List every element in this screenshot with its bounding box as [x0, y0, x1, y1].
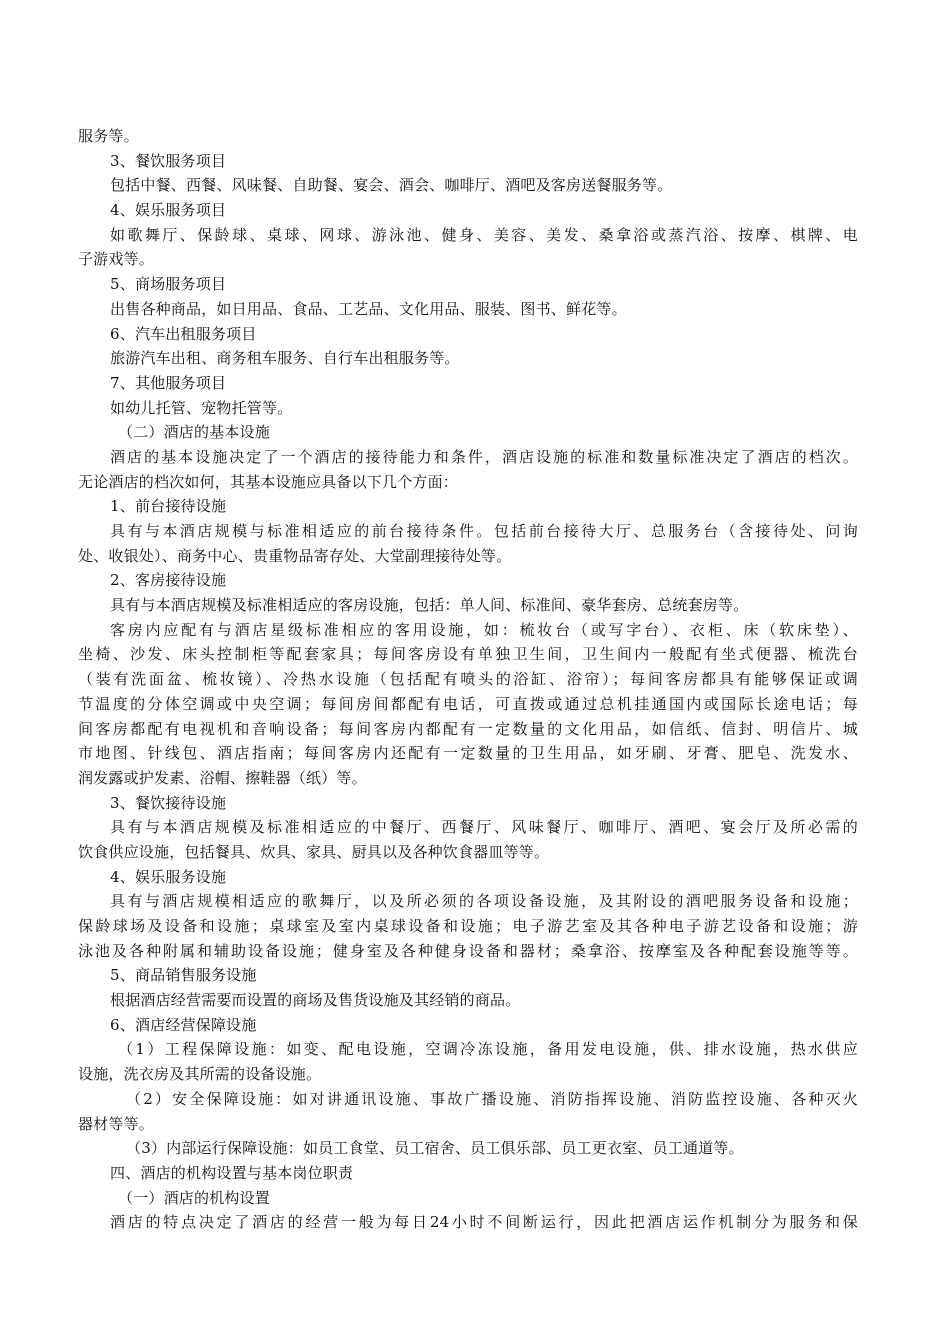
text-line: 具有与本酒店规模及标准相适应的客房设施，包括：单人间、标准间、豪华套房、总统套房等。 [110, 596, 749, 615]
text-line: 间客房都配有电视机和音响设备；每间客房内都配有一定数量的文化用品，如信纸、信封、明信片、城 [78, 719, 858, 738]
text-line: 4、娱乐服务项目 [110, 201, 227, 220]
text-line: 6、酒店经营保障设施 [110, 1015, 257, 1034]
text-line: 5、商场服务项目 [110, 275, 227, 294]
text-line: 出售各种商品，如日用品、食品、工艺品、文化用品、服装、图书、鲜花等。 [110, 299, 627, 318]
text-line: （一）酒店的机构设置 [118, 1188, 271, 1207]
text-line: 5、商品销售服务设施 [110, 966, 257, 985]
text-line: 2、客房接待设施 [110, 571, 227, 590]
text-line: 3、餐饮接待设施 [110, 793, 227, 812]
text-line: 子游戏等。 [78, 250, 155, 269]
text-line: 无论酒店的档次如何，其基本设施应具备以下几个方面： [78, 472, 459, 491]
text-line: 酒店的基本设施决定了一个酒店的接待能力和条件，酒店设施的标准和数量标准决定了酒店的档次。 [110, 447, 858, 466]
text-line: 节温度的分体空调或中央空调；每间房间都配有电话，可直拨或通过总机挂通国内或国际长途电话；每 [78, 694, 858, 713]
text-line: 如歌舞厅、保龄球、桌球、网球、游泳池、健身、美容、美发、桑拿浴或蒸汽浴、按摩、棋牌、电 [110, 225, 858, 244]
text-line: 旅游汽车出租、商务租车服务、自行车出租服务等。 [110, 349, 460, 368]
text-line: 泳池及各种附属和辅助设备设施；健身室及各种健身设备和器材；桑拿浴、按摩室及各种配套设施等等。 [78, 941, 858, 960]
text-line: 市地图、针线包、酒店指南；每间客房内还配有一定数量的卫生用品，如牙刷、牙膏、肥皂、洗发水、 [78, 744, 858, 763]
text-line: （3）内部运行保障设施：如员工食堂、员工宿舍、员工俱乐部、员工更衣室、员工通道等。 [126, 1139, 744, 1158]
text-line: （1）工程保障设施：如变、配电设施，空调冷冻设施，备用发电设施，供、排水设施，热水供应 [118, 1040, 858, 1059]
text-line: 6、汽车出租服务项目 [110, 324, 257, 343]
text-line: （装有洗面盆、梳妆镜）、冷热水设施（包括配有喷头的浴缸、浴帘）；每间客房都具有能够保证或调 [78, 670, 858, 689]
text-line: 4、娱乐服务设施 [110, 867, 227, 886]
text-line: 处、收银处）、商务中心、贵重物品寄存处、大堂副理接待处等。 [78, 546, 512, 565]
text-line: 具有与酒店规模相适应的歌舞厅，以及所必须的各项设备设施，及其附设的酒吧服务设备和设施； [110, 892, 858, 911]
text-line: 1、前台接待设施 [110, 497, 227, 516]
text-line: （二）酒店的基本设施 [118, 423, 271, 442]
text-line: 3、餐饮服务项目 [110, 151, 227, 170]
text-line: 保龄球场及设备和设施；桌球室及室内桌球设备和设施；电子游艺室及其各种电子游艺设备和设施；游 [78, 917, 858, 935]
text-line: 四、酒店的机构设置与基本岗位职责 [110, 1163, 354, 1182]
text-line: 包括中餐、西餐、风味餐、自助餐、宴会、酒会、咖啡厅、酒吧及客房送餐服务等。 [110, 176, 673, 195]
text-line: 具有与本酒店规模与标准相适应的前台接待条件。包括前台接待大厅、总服务台（含接待处、问询 [110, 522, 858, 540]
text-line: 具有与本酒店规模及标准相适应的中餐厅、西餐厅、风味餐厅、咖啡厅、酒吧、宴会厅及所必需的 [110, 818, 858, 837]
document-page [78, 124, 858, 1235]
text-line: 器材等等。 [78, 1114, 155, 1133]
text-line: 设施，洗衣房及其所需的设备设施。 [78, 1065, 322, 1084]
text-line: 饮食供应设施，包括餐具、炊具、家具、厨具以及各种饮食器皿等等。 [78, 842, 550, 861]
text-line: 客房内应配有与酒店星级标准相应的客用设施，如：梳妆台（或写字台）、衣柜、床（软床垫）、 [110, 620, 858, 639]
text-line: 如幼儿托管、宠物托管等。 [110, 398, 293, 417]
text-line: 润发露或护发素、浴帽、擦鞋器（纸）等。 [78, 768, 367, 787]
text-line: 酒店的特点决定了酒店的经营一般为每日24小时不间断运行，因此把酒店运作机制分为服务和保 [110, 1213, 858, 1232]
text-line: 根据酒店经营需要而设置的商场及售货设施及其经销的商品。 [110, 991, 521, 1010]
text-line: （2）安全保障设施：如对讲通讯设施、事故广播设施、消防指挥设施、消防监控设施、各种灭火 [126, 1089, 858, 1108]
text-line: 坐椅、沙发、床头控制柜等配套家具；每间客房设有单独卫生间，卫生间内一般配有坐式便器、梳洗台 [78, 645, 858, 664]
text-line: 7、其他服务项目 [110, 373, 227, 392]
text-line: 服务等。 [78, 127, 139, 145]
